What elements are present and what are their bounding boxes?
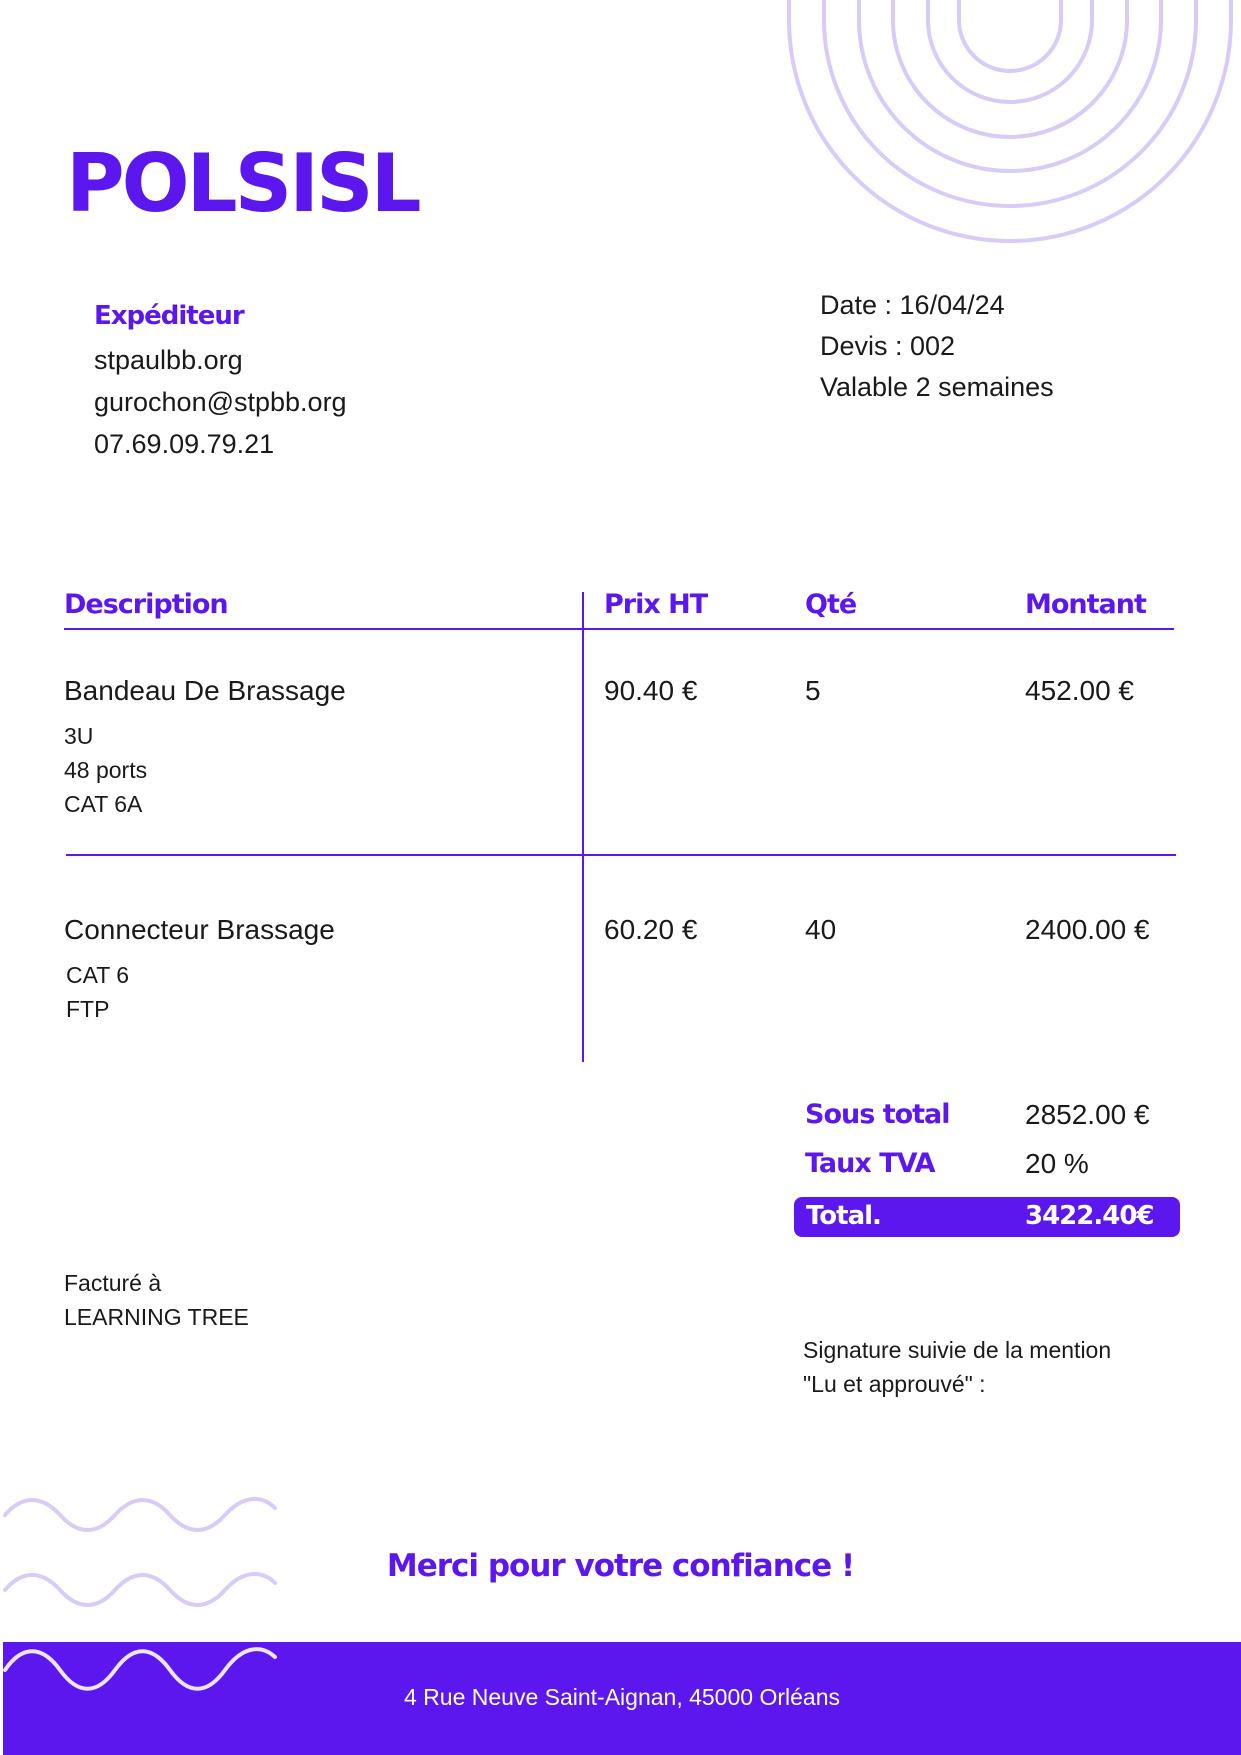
sender-title: Expéditeur [94,301,244,331]
item-detail: FTP [66,996,110,1022]
quote-date: Date : 16/04/24 [820,290,1005,320]
subtotal-label: Sous total [805,1099,950,1130]
signature-line-2: "Lu et approuvé" : [803,1371,986,1397]
header-amount: Montant [1025,589,1146,620]
item-qty: 5 [805,675,821,706]
item-name: Connecteur Brassage [64,914,335,945]
sender-email: gurochon@stpbb.org [94,387,347,417]
total-label: Total. [806,1201,881,1231]
vat-label: Taux TVA [805,1148,935,1179]
item-detail: CAT 6A [64,791,143,817]
item-name: Bandeau De Brassage [64,675,346,706]
company-logo: POLSISL [66,137,419,230]
billed-to-name: LEARNING TREE [64,1304,249,1330]
header-price: Prix HT [604,589,708,620]
item-amount: 452.00 € [1025,675,1134,706]
sender-website: stpaulbb.org [94,345,243,375]
header-description: Description [64,589,228,620]
item-amount: 2400.00 € [1025,914,1150,945]
billed-to-label: Facturé à [64,1270,162,1296]
signature-line-1: Signature suivie de la mention [803,1337,1112,1363]
item-detail: 3U [64,723,94,749]
sender-phone: 07.69.09.79.21 [94,429,275,459]
quote-number: Devis : 002 [820,331,956,361]
subtotal-value: 2852.00 € [1025,1099,1150,1130]
vat-value: 20 % [1025,1148,1089,1179]
item-price: 90.40 € [604,675,698,706]
item-qty: 40 [805,914,837,945]
item-detail: 48 ports [64,757,148,783]
total-value: 3422.40€ [1025,1201,1154,1231]
footer-address: 4 Rue Neuve Saint-Aignan, 45000 Orléans [403,1684,840,1710]
thank-you-message: Merci pour votre confiance ! [386,1548,855,1584]
quote-validity: Valable 2 semaines [820,372,1054,402]
header-qty: Qté [805,589,857,620]
item-price: 60.20 € [604,914,698,945]
item-detail: CAT 6 [66,962,130,988]
